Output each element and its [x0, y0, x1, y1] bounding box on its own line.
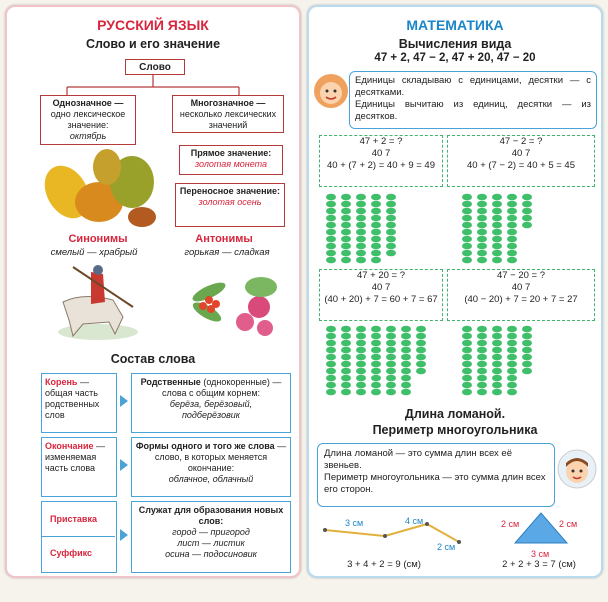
- bead: [341, 375, 351, 382]
- bead: [522, 194, 532, 201]
- bead: [341, 389, 351, 396]
- bead: [462, 382, 472, 389]
- bead: [386, 375, 396, 382]
- synonyms-title: Синонимы: [68, 233, 128, 245]
- bead: [507, 354, 517, 361]
- example-add-tens: 47 + 20 = ? 40 7 (40 + 20) + 7 = 60 + 7 = 67: [319, 269, 443, 321]
- bead: [462, 326, 472, 333]
- bead: [416, 347, 426, 354]
- bead: [371, 361, 381, 368]
- bead: [462, 257, 472, 264]
- bead: [341, 208, 351, 215]
- bead: [326, 389, 336, 396]
- bead: [341, 354, 351, 361]
- bead: [341, 368, 351, 375]
- bead: [386, 368, 396, 375]
- monosemantic-box: Однозначное — одно лексическое значение: октябрь: [40, 95, 136, 145]
- bead: [326, 340, 336, 347]
- bead: [386, 347, 396, 354]
- bead: [401, 347, 411, 354]
- bead: [371, 382, 381, 389]
- polyline-figure: [317, 512, 467, 562]
- bead: [507, 215, 517, 222]
- bead: [386, 354, 396, 361]
- bead: [507, 340, 517, 347]
- example-sub-tens: 47 − 20 = ? 40 7 (40 − 20) + 7 = 20 + 7 = 27: [447, 269, 595, 321]
- example-add-units: 47 + 2 = ? 40 7 40 + (7 + 2) = 40 + 9 = 49: [319, 135, 443, 187]
- bead: [356, 243, 366, 250]
- bead: [522, 354, 532, 361]
- bead: [492, 347, 502, 354]
- bead: [492, 326, 502, 333]
- polyline-calc: 3 + 4 + 2 = 9 (см): [347, 559, 421, 570]
- bead: [356, 368, 366, 375]
- bead: [507, 257, 517, 264]
- bead: [341, 201, 351, 208]
- bead: [326, 201, 336, 208]
- rowan-berries-image: [179, 262, 289, 347]
- bead: [507, 194, 517, 201]
- bead: [492, 333, 502, 340]
- bead: [326, 208, 336, 215]
- bead: [326, 333, 336, 340]
- bead: [341, 236, 351, 243]
- arrow-icon: [120, 395, 128, 407]
- bead: [371, 222, 381, 229]
- bead: [492, 222, 502, 229]
- bead: [492, 208, 502, 215]
- bead: [386, 243, 396, 250]
- bead: [401, 389, 411, 396]
- bead: [492, 215, 502, 222]
- bead: [477, 326, 487, 333]
- bead: [416, 354, 426, 361]
- bead: [371, 236, 381, 243]
- bead: [401, 375, 411, 382]
- side-label: 3 см: [531, 549, 550, 559]
- word-box: Слово: [125, 59, 185, 75]
- bead: [356, 333, 366, 340]
- bead: [386, 208, 396, 215]
- bead: [371, 250, 381, 257]
- bead: [492, 194, 502, 201]
- bead: [356, 229, 366, 236]
- bead: [507, 361, 517, 368]
- bead: [462, 208, 472, 215]
- bead: [477, 347, 487, 354]
- bead: [462, 354, 472, 361]
- side-label: 2 см: [559, 519, 578, 529]
- bead: [386, 389, 396, 396]
- bead: [341, 326, 351, 333]
- bead: [462, 243, 472, 250]
- side-label: 2 см: [501, 519, 520, 529]
- bead: [326, 250, 336, 257]
- bead: [477, 229, 487, 236]
- bead: [507, 208, 517, 215]
- bead: [371, 326, 381, 333]
- page-bottom-margin: [0, 580, 608, 602]
- russian-page: [5, 5, 301, 578]
- russian-title: РУССКИЙ ЯЗЫК: [97, 17, 209, 33]
- bead: [401, 333, 411, 340]
- bead: [386, 382, 396, 389]
- triangle-figure: [485, 505, 597, 561]
- bead: [326, 243, 336, 250]
- bead: [507, 382, 517, 389]
- bead: [416, 340, 426, 347]
- bead: [371, 340, 381, 347]
- bead: [341, 229, 351, 236]
- bead: [401, 368, 411, 375]
- abacus-47-minus-20: [459, 323, 579, 399]
- bead: [341, 340, 351, 347]
- bead: [522, 347, 532, 354]
- bead: [477, 382, 487, 389]
- bead: [356, 250, 366, 257]
- bead: [462, 375, 472, 382]
- bead: [492, 201, 502, 208]
- bead: [462, 389, 472, 396]
- bead: [356, 257, 366, 264]
- bead: [401, 354, 411, 361]
- bead: [356, 361, 366, 368]
- bead: [507, 222, 517, 229]
- boy-avatar: [555, 445, 599, 493]
- bead: [371, 243, 381, 250]
- bead: [507, 375, 517, 382]
- bead: [477, 208, 487, 215]
- bead: [507, 236, 517, 243]
- related-words-box: Родственные (однокоренные) — слова с общим корнем: берёза, берёзовый, подберёзовик: [131, 373, 291, 433]
- bead: [462, 340, 472, 347]
- bead: [477, 257, 487, 264]
- bead: [522, 215, 532, 222]
- bead: [356, 340, 366, 347]
- abacus-47-minus-2: [459, 191, 579, 267]
- word-formation-box: Служат для образования новых слов: город — пригород лист — листик осина — подосиновик: [131, 501, 291, 573]
- bead: [477, 243, 487, 250]
- abacus-47-plus-20: [323, 323, 443, 399]
- bead: [371, 257, 381, 264]
- bead: [386, 236, 396, 243]
- bead: [341, 250, 351, 257]
- bead: [371, 347, 381, 354]
- bead: [477, 194, 487, 201]
- bead: [371, 333, 381, 340]
- bead: [356, 347, 366, 354]
- arrow-icon: [120, 459, 128, 471]
- bead: [386, 201, 396, 208]
- segment-label: 2 см: [437, 542, 456, 552]
- perimeter-calc: 2 + 2 + 3 = 7 (см): [502, 559, 576, 570]
- bead: [507, 229, 517, 236]
- bead: [416, 361, 426, 368]
- bead: [477, 389, 487, 396]
- bead: [326, 257, 336, 264]
- bead: [356, 375, 366, 382]
- bead: [371, 354, 381, 361]
- bead: [492, 229, 502, 236]
- bead: [356, 236, 366, 243]
- bead: [356, 201, 366, 208]
- bead: [477, 250, 487, 257]
- math-page: [307, 5, 603, 578]
- math-subtitle: Вычисления вида: [398, 37, 512, 51]
- bead: [401, 361, 411, 368]
- polysemantic-box: Многозначное — несколько лексических значений: [172, 95, 284, 133]
- bead: [507, 201, 517, 208]
- bead: [326, 222, 336, 229]
- perimeter-title-2: Периметр многоугольника: [372, 423, 538, 437]
- bead: [477, 222, 487, 229]
- bead: [326, 382, 336, 389]
- bead: [507, 326, 517, 333]
- bead: [326, 347, 336, 354]
- bead: [416, 333, 426, 340]
- bead: [462, 347, 472, 354]
- segment-label: 3 см: [345, 518, 364, 528]
- math-title: МАТЕМАТИКА: [406, 17, 504, 33]
- bead: [507, 250, 517, 257]
- bead: [386, 361, 396, 368]
- bead: [522, 361, 532, 368]
- bead: [356, 326, 366, 333]
- bead: [507, 368, 517, 375]
- russian-subtitle: Слово и его значение: [85, 37, 221, 51]
- bead: [326, 326, 336, 333]
- bead: [356, 382, 366, 389]
- prefix-suffix-box: Приставка Суффикс: [41, 501, 117, 573]
- definitions-box: Длина ломаной — это сумма длин всех её звеньев. Периметр многоугольника — это сумма длин всех его сторон.: [317, 443, 555, 507]
- bead: [386, 222, 396, 229]
- bead: [492, 250, 502, 257]
- bead: [341, 194, 351, 201]
- bead: [401, 326, 411, 333]
- bead: [477, 333, 487, 340]
- calc-forms: 47 + 2, 47 − 2, 47 + 20, 47 − 20: [374, 52, 536, 64]
- bead: [492, 389, 502, 396]
- bead: [462, 236, 472, 243]
- bead: [386, 229, 396, 236]
- bead: [522, 326, 532, 333]
- bead: [326, 194, 336, 201]
- arrow-icon: [120, 529, 128, 541]
- bead: [462, 222, 472, 229]
- bead: [462, 194, 472, 201]
- bead: [371, 375, 381, 382]
- perimeter-title-1: Длина ломаной.: [404, 407, 506, 421]
- synonyms-example: смелый — храбрый: [50, 247, 138, 258]
- bead: [386, 333, 396, 340]
- bead: [477, 361, 487, 368]
- example-sub-units: 47 − 2 = ? 40 7 40 + (7 − 2) = 40 + 5 = 45: [447, 135, 595, 187]
- bead: [492, 243, 502, 250]
- bead: [326, 375, 336, 382]
- bead: [341, 347, 351, 354]
- bead: [371, 194, 381, 201]
- bead: [492, 361, 502, 368]
- bead: [462, 215, 472, 222]
- bead: [326, 215, 336, 222]
- knight-image: [43, 262, 153, 347]
- bead: [341, 333, 351, 340]
- bead: [326, 361, 336, 368]
- direct-meaning-box: Прямое значение: золотая монета: [179, 145, 283, 175]
- bead: [401, 340, 411, 347]
- figurative-meaning-box: Переносное значение: золотая осень: [175, 183, 285, 227]
- antonyms-title: Антонимы: [195, 233, 253, 245]
- girl-avatar: [313, 67, 349, 115]
- bead: [522, 368, 532, 375]
- bead: [416, 326, 426, 333]
- bead: [522, 208, 532, 215]
- bead: [462, 201, 472, 208]
- bead: [462, 229, 472, 236]
- bead: [386, 340, 396, 347]
- bead: [371, 368, 381, 375]
- antonyms-example: горькая — сладкая: [184, 247, 270, 258]
- bead: [492, 354, 502, 361]
- bead: [371, 389, 381, 396]
- bead: [522, 222, 532, 229]
- bead: [507, 333, 517, 340]
- bead: [386, 215, 396, 222]
- root-box: Корень — общая часть родственных слов: [41, 373, 117, 433]
- bead: [341, 222, 351, 229]
- abacus-47-plus-2: [323, 191, 443, 267]
- bead: [492, 382, 502, 389]
- bead: [356, 389, 366, 396]
- composition-title: Состав слова: [110, 352, 196, 366]
- bead: [492, 368, 502, 375]
- bead: [477, 201, 487, 208]
- bead: [507, 243, 517, 250]
- bead: [492, 375, 502, 382]
- bead: [507, 389, 517, 396]
- bead: [341, 382, 351, 389]
- autumn-leaves-image: [37, 147, 167, 232]
- rules-box: Единицы складываю с единицами, десятки — с десятками. Единицы вычитаю из единиц, десятки — из десятков.: [349, 71, 597, 129]
- bead: [462, 361, 472, 368]
- bead: [341, 215, 351, 222]
- bead: [341, 243, 351, 250]
- bead: [522, 333, 532, 340]
- bead: [477, 215, 487, 222]
- bead: [356, 354, 366, 361]
- bead: [507, 347, 517, 354]
- bead: [492, 340, 502, 347]
- bead: [371, 208, 381, 215]
- bead: [462, 333, 472, 340]
- bead: [326, 368, 336, 375]
- bead: [341, 361, 351, 368]
- bead: [371, 215, 381, 222]
- bead: [386, 326, 396, 333]
- bead: [326, 236, 336, 243]
- bead: [386, 194, 396, 201]
- bead: [477, 375, 487, 382]
- segment-label: 4 см: [405, 516, 424, 526]
- bead: [386, 250, 396, 257]
- bead: [492, 236, 502, 243]
- bead: [522, 340, 532, 347]
- word-forms-box: Формы одного и того же слова — слово, в которых меняется окончание: облачное, облачный: [131, 437, 291, 497]
- bead: [371, 229, 381, 236]
- bead: [477, 354, 487, 361]
- bead: [356, 215, 366, 222]
- bead: [356, 222, 366, 229]
- bead: [462, 368, 472, 375]
- bead: [416, 368, 426, 375]
- bead: [326, 229, 336, 236]
- bead: [492, 257, 502, 264]
- bead: [356, 208, 366, 215]
- bead: [477, 236, 487, 243]
- bead: [477, 340, 487, 347]
- ending-box: Окончание — изменяемая часть слова: [41, 437, 117, 497]
- bead: [462, 250, 472, 257]
- bead: [341, 257, 351, 264]
- bead: [356, 194, 366, 201]
- bead: [401, 382, 411, 389]
- bead: [371, 201, 381, 208]
- bead: [522, 201, 532, 208]
- bead: [477, 368, 487, 375]
- bead: [326, 354, 336, 361]
